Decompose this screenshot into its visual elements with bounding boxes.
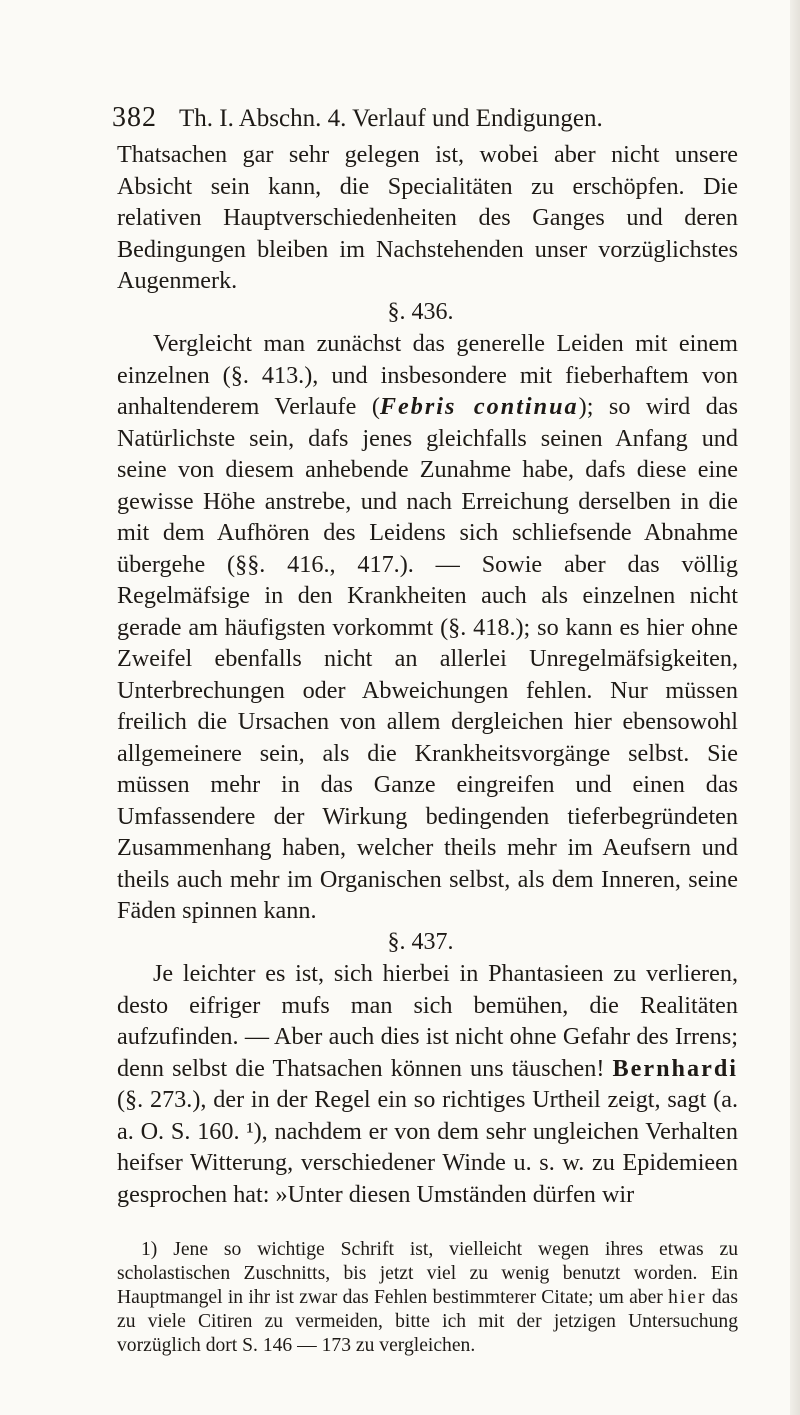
- paragraph-436: [117, 328, 738, 927]
- section-heading-437: §. 437.: [387, 928, 454, 955]
- author-name: Bernhardi: [612, 1054, 738, 1082]
- paragraph-continuation: Thatsachen gar sehr gelegen ist, wobei aber nicht unsere Absicht sein kann, die Specialitäten zu erschöpfen. Die relativen Hauptverschiedenheiten des Ganges und deren Bedingungen bleiben im Nachstehenden unser vorzüglichstes Augenmerk.: [117, 141, 738, 294]
- main-text: [117, 139, 738, 1210]
- paragraph-437-part-a: Je leichter es ist, sich hierbei in Phantasieen zu verlieren, desto eifriger mufs man sich bemühen, die Realitäten aufzufinden. — Aber auch dies ist nicht ohne Gefahr des Irrens; denn selbst die Thatsachen können uns täuschen!: [117, 960, 738, 1082]
- footnote-emphasis: hier: [668, 1287, 707, 1308]
- running-header: [112, 102, 712, 135]
- running-title: Th. I. Abschn. 4. Verlauf und Endigungen.: [179, 105, 603, 132]
- footnote: [117, 1238, 738, 1358]
- paragraph-436-part-a: Vergleicht man zunächst das generelle Leiden mit einem einzelnen (§. 413.), und insbesondere mit fieberhaftem von anhaltenderem Verlaufe (: [117, 330, 738, 420]
- footnote-part-a: 1) Jene so wichtige Schrift ist, vielleicht wegen ihres etwas zu scholastischen Zuschnitts, bis jetzt viel zu wenig benutzt worden. Ein Hauptmangel in ihr ist zwar das Fehlen bestimmterer Citate; um aber: [117, 1239, 738, 1308]
- latin-term: Febris continua: [379, 393, 579, 420]
- paragraph-436-part-b: ); so wird das Natürlichste sein, dafs jenes gleichfalls seinen Anfang und seine von diesem anhebende Zunahme habe, dafs diese eine gewisse Höhe anstrebe, und nach Erreichung derselben in die mit dem Aufhören des Leidens sich schliefsende Abnahme übergehe (§§. 416., 417.). — Sowie aber das völlig Regelmäfsige in den Krankheiten auch als einzelnen nicht gerade am häufigsten vorkommt (§. 418.); so kann es hier ohne Zweifel ebenfalls nicht an allerlei Unregelmäfsigkeiten, Unterbrechungen oder Abweichungen fehlen. Nur müssen freilich die Ursachen von allem dergleichen hier ebensowohl allgemeinere sein, als die Krankheitsvorgänge selbst. Sie müssen mehr in das Ganze eingreifen und einen das Umfassendere der Wirkung bedingenden tieferbegründeten Zusammenhang haben, welcher theils mehr im Aeufsern und theils auch mehr im Organischen selbst, als dem Inneren, seine Fäden spinnen kann.: [117, 393, 738, 924]
- section-heading-436: §. 436.: [387, 298, 454, 325]
- paragraph-437-part-b: (§. 273.), der in der Regel ein so richtiges Urtheil zeigt, sagt (a. a. O. S. 160. ¹), nachdem er von dem sehr ungleichen Verhalten heifser Witterung, verschiedener Winde u. s. w. zu Epidemieen gesprochen hat: »Unter diesen Umständen dürfen wir: [117, 1086, 738, 1208]
- page-number: 382: [112, 102, 157, 133]
- paragraph-437: [117, 958, 738, 1210]
- footnote-part-b: das zu viele Citiren zu vermeiden, bitte ich mit der jetzigen Untersuchung vorzüglich dort S. 146 — 173 zu vergleichen.: [117, 1287, 738, 1356]
- page-edge: [790, 0, 800, 1415]
- footnote-text: [117, 1238, 738, 1358]
